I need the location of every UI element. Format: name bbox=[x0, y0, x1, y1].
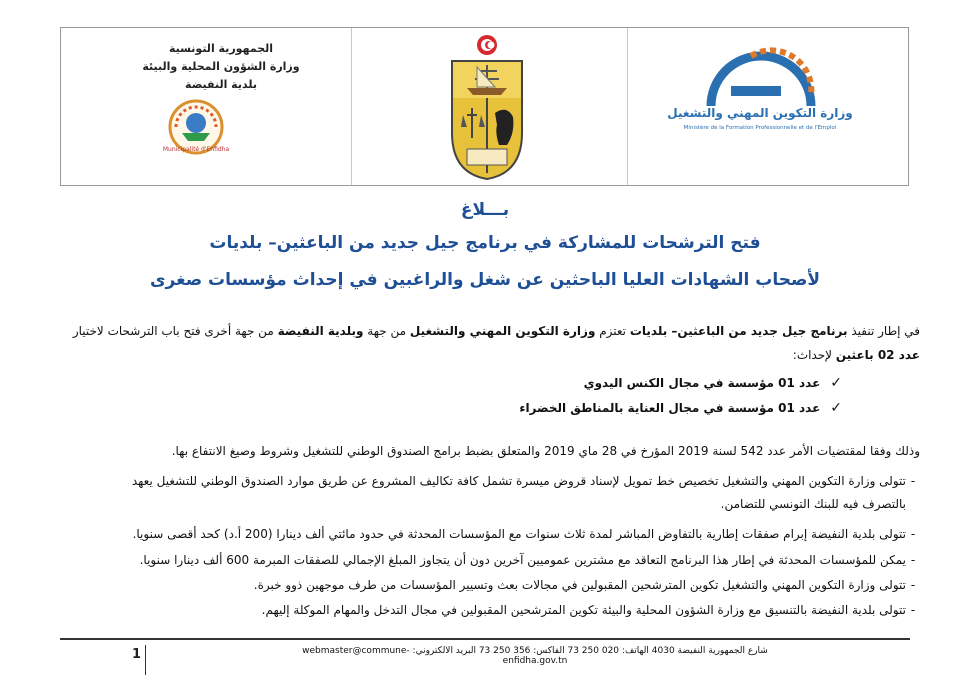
list-item bbox=[50, 603, 920, 617]
intro-municipality: وبلدية النفيضة bbox=[277, 324, 364, 338]
page-number-divider bbox=[145, 645, 146, 675]
intro-count-rest: لإحداث: bbox=[792, 348, 836, 362]
ministry-name-fr: Ministère de la Formation Professionnelle et de l'Emploi bbox=[683, 125, 837, 131]
bullet-text: تتولى بلدية النفيضة بالتنسيق مع وزارة الشؤون المحلية والبيئة تكوين المترشحين المقبولين في مجال التدخل والمهام الموكلة إليهم. bbox=[261, 603, 906, 617]
intro-ministry: وزارة التكوين المهني والتشغيل bbox=[409, 324, 596, 338]
intro-part3: من جهة bbox=[363, 324, 410, 338]
tunisia-coat-of-arms-icon bbox=[437, 33, 537, 183]
list-item bbox=[50, 474, 920, 488]
list-item bbox=[50, 527, 920, 541]
intro-line-2 bbox=[50, 348, 920, 362]
notice-subtitle-1: فتح الترشحات للمشاركة في برنامج جيل جديد من الباعثين– بلديات bbox=[209, 233, 761, 253]
municipality-cell bbox=[61, 28, 351, 185]
bullet-dash-icon: - bbox=[910, 553, 916, 567]
decree-paragraph: وذلك وفقا لمقتضيات الأمر عدد 542 لسنة 2019 المؤرخ في 28 ماي 2019 والمتعلق بضبط برامج الصندوق الوطني للتشغيل وشروط وصيغ الانتفاع بها. bbox=[171, 444, 920, 458]
bullet-dash-icon: - bbox=[910, 474, 916, 488]
list-item-continuation bbox=[50, 497, 920, 511]
ministry-local-label: وزارة الشؤون المحلية والبيئة bbox=[142, 60, 300, 73]
footer-contact: شارع الجمهورية النفيضة 4030 الهاتف: 020 250 73 الفاكس: 356 250 73 البريد الالكتروني: webmaster@commune-enfidha.gov.tn bbox=[302, 646, 768, 666]
page-number: 1 bbox=[132, 647, 142, 662]
bullet-text: تتولى بلدية النفيضة إبرام صفقات إطارية بالتفاوض المباشر لمدة ثلاث سنوات مع المؤسسات المحدثة في حدود مائتي ألف دينارا (200 أ.د) كحد أقصى سنويا. bbox=[132, 527, 906, 541]
bullet-text: تتولى وزارة التكوين المهني والتشغيل تكوين المترشحين المقبولين في مجالات بعث وتسيير المؤسسات من طرف موجهين ذوو خبرة. bbox=[253, 578, 906, 592]
intro-count: عدد 02 باعثين bbox=[835, 348, 920, 362]
intro-part2: تعتزم bbox=[595, 324, 630, 338]
checklist-item bbox=[584, 375, 842, 391]
notice-subtitle-2: لأصحاب الشهادات العليا الباحثين عن شغل والراغبين في إحداث مؤسسات صغرى bbox=[149, 270, 821, 290]
checkmark-icon: ✓ bbox=[830, 400, 842, 416]
republic-label: الجمهورية التونسية bbox=[168, 42, 274, 55]
footer-divider bbox=[60, 638, 910, 640]
list-item bbox=[50, 578, 920, 592]
bullet-text: بالتصرف فيه للبنك التونسي للتضامن. bbox=[720, 497, 906, 511]
bullet-dash-icon: - bbox=[910, 603, 916, 617]
municipality-label: بلدية النفيضة bbox=[185, 78, 257, 91]
checklist-item bbox=[519, 400, 842, 416]
ministry-name-ar: وزارة التكوين المهني والتشغيل bbox=[667, 106, 853, 120]
municipality-logo-text: Municipalité d'Enfidha bbox=[162, 146, 230, 153]
intro-part4: من جهة أخرى فتح باب الترشحات لاختيار bbox=[72, 324, 278, 338]
emblem-cell bbox=[351, 28, 628, 185]
intro-part1: في إطار تنفيذ bbox=[847, 324, 920, 338]
list-item bbox=[50, 553, 920, 567]
bullet-dash-icon: - bbox=[910, 527, 916, 541]
header-box bbox=[60, 27, 909, 186]
checklist-item-label: عدد 01 مؤسسة في مجال الكنس اليدوي bbox=[583, 376, 821, 390]
intro-program: برنامج جيل جديد من الباعثين– بلديات bbox=[629, 324, 848, 338]
ministry-cell bbox=[626, 28, 910, 185]
notice-title: بـــلاغ bbox=[460, 200, 510, 220]
checklist-item-label: عدد 01 مؤسسة في مجال العناية بالمناطق الخضراء bbox=[519, 401, 821, 415]
bullet-text: تتولى وزارة التكوين المهني والتشغيل تخصيص خط تمويل لإسناد قروض ميسرة تشمل كافة تكاليف المشروع عن طريق موارد الصندوق الوطني للتشغيل يعهد bbox=[131, 474, 906, 488]
bullet-text: يمكن للمؤسسات المحدثة في إطار هذا البرنامج التعاقد مع مشترين عموميين آخرين دون أن يتجاوز المبلغ الإجمالي للصفقات المبرمة 600 ألف دينارا سنويا. bbox=[139, 553, 906, 567]
checkmark-icon: ✓ bbox=[830, 375, 842, 391]
intro-line-1 bbox=[50, 324, 920, 338]
bullet-dash-icon: - bbox=[910, 578, 916, 592]
